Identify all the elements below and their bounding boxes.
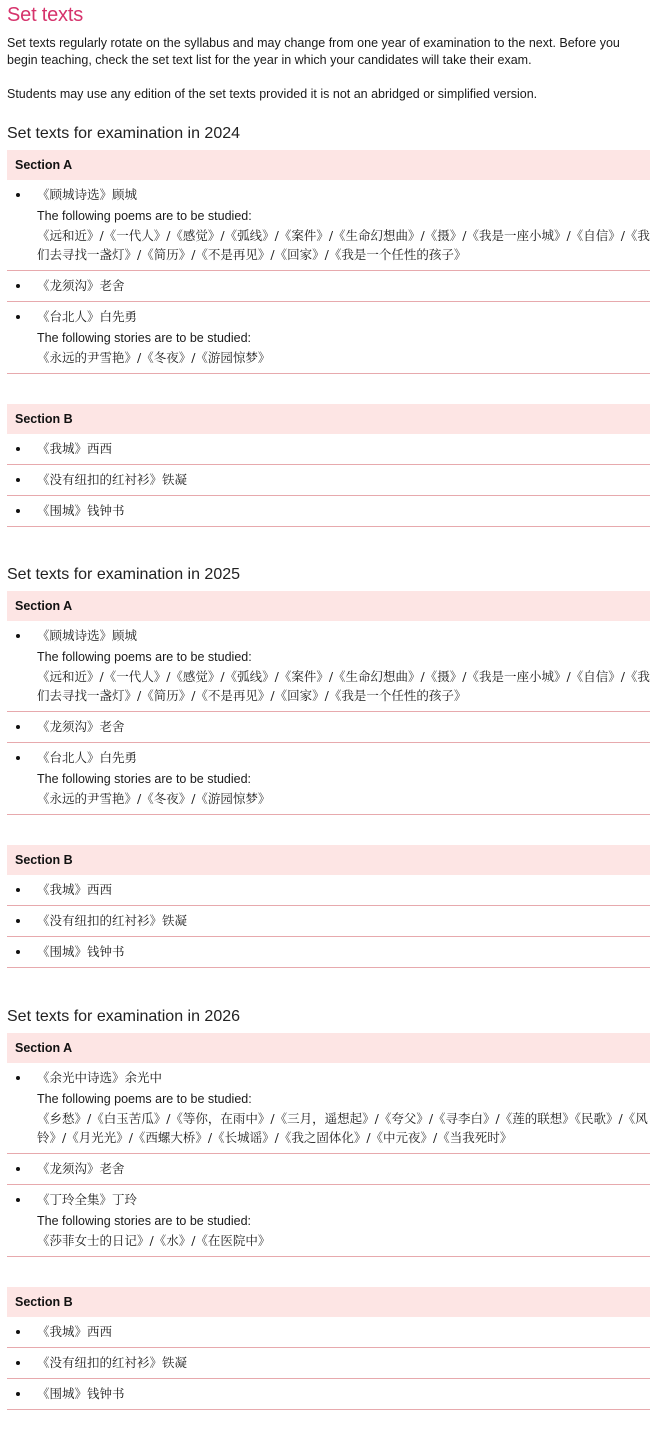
section-b xyxy=(7,404,650,527)
section-a-header: Section A xyxy=(7,591,650,621)
section-a xyxy=(7,150,650,374)
section-b xyxy=(7,845,650,968)
study-note: The following poems are to be studied: xyxy=(37,650,252,664)
list-item xyxy=(7,271,650,302)
section-a-header: Section A xyxy=(7,1033,650,1063)
list-item xyxy=(7,1063,650,1154)
section-a xyxy=(7,1033,650,1257)
set-text-title: 《我城》西西 xyxy=(37,1324,113,1339)
set-text-title: 《围城》钱钟书 xyxy=(37,1386,125,1401)
year-heading: Set texts for examination in 2024 xyxy=(7,125,241,142)
set-text-title: 《龙须沟》老舍 xyxy=(37,278,125,293)
section-b-header: Section B xyxy=(7,404,650,434)
section-b-header: Section B xyxy=(7,845,650,875)
set-text-title: 《台北人》白先勇 xyxy=(37,750,138,765)
set-text-title: 《围城》钱钟书 xyxy=(37,503,125,518)
study-note: The following poems are to be studied: xyxy=(37,1092,252,1106)
list-item xyxy=(7,1317,650,1348)
list-item xyxy=(7,712,650,743)
section-b xyxy=(7,1287,650,1410)
study-note: The following stories are to be studied: xyxy=(37,772,252,786)
list-item xyxy=(7,465,650,496)
intro-paragraph: Students may use any edition of the set texts provided it is not an abridged or simplified version. xyxy=(7,87,538,101)
set-text-title: 《顾城诗选》顾城 xyxy=(37,187,138,202)
set-text-title: 《没有纽扣的红衬衫》铁凝 xyxy=(37,1355,188,1370)
work-list: 《远和近》/《一代人》/《感觉》/《弧线》/《案件》/《生命幻想曲》/《摄》/《我是一座小城》/《自信》/《我们去寻找一盏灯》/《简历》/《不是再见》/《回家》/《我是一个任性的孩子》 xyxy=(37,228,650,262)
section-b-header: Section B xyxy=(7,1287,650,1317)
year-heading: Set texts for examination in 2026 xyxy=(7,1008,241,1025)
list-item xyxy=(7,875,650,906)
list-item xyxy=(7,621,650,712)
year-block-2025 xyxy=(7,565,650,998)
list-item xyxy=(7,180,650,271)
year-block-2026 xyxy=(7,1007,650,1440)
study-note: The following poems are to be studied: xyxy=(37,209,252,223)
list-item xyxy=(7,1154,650,1185)
year-heading: Set texts for examination in 2025 xyxy=(7,566,241,583)
intro-paragraph: Set texts regularly rotate on the syllabus and may change from one year of examination to the next. Before you begin teaching, check the set text list for the year in which your candidates will take their exam. xyxy=(7,36,620,67)
set-text-title: 《没有纽扣的红衬衫》铁凝 xyxy=(37,472,188,487)
list-item xyxy=(7,906,650,937)
intro xyxy=(7,35,650,103)
set-text-title: 《龙须沟》老舍 xyxy=(37,719,125,734)
set-text-title: 《丁玲全集》丁玲 xyxy=(37,1192,138,1207)
list-item xyxy=(7,937,650,968)
study-note: The following stories are to be studied: xyxy=(37,1214,252,1228)
set-text-title: 《我城》西西 xyxy=(37,882,113,897)
work-list: 《乡愁》/《白玉苦瓜》/《等你，在雨中》/《三月，遥想起》/《夸父》/《寻李白》/《莲的联想》《民歌》/《风铃》/《月光光》/《西螺大桥》/《长城谣》/《我之固体化》/《中元夜》/《当我死时》 xyxy=(37,1111,648,1145)
list-item xyxy=(7,743,650,815)
list-item xyxy=(7,1348,650,1379)
set-text-title: 《台北人》白先勇 xyxy=(37,309,138,324)
list-item xyxy=(7,496,650,527)
list-item xyxy=(7,434,650,465)
list-item xyxy=(7,1379,650,1410)
set-text-title: 《没有纽扣的红衬衫》铁凝 xyxy=(37,913,188,928)
work-list: 《永远的尹雪艳》/《冬夜》/《游园惊梦》 xyxy=(37,350,271,365)
set-text-title: 《我城》西西 xyxy=(37,441,113,456)
page-title: Set texts xyxy=(7,4,84,26)
set-text-title: 《顾城诗选》顾城 xyxy=(37,628,138,643)
list-item xyxy=(7,302,650,374)
set-text-title: 《围城》钱钟书 xyxy=(37,944,125,959)
work-list: 《永远的尹雪艳》/《冬夜》/《游园惊梦》 xyxy=(37,791,271,806)
list-item xyxy=(7,1185,650,1257)
study-note: The following stories are to be studied: xyxy=(37,331,252,345)
section-a-header: Section A xyxy=(7,150,650,180)
work-list: 《莎菲女士的日记》/《水》/《在医院中》 xyxy=(37,1233,271,1248)
set-text-title: 《龙须沟》老舍 xyxy=(37,1161,125,1176)
work-list: 《远和近》/《一代人》/《感觉》/《弧线》/《案件》/《生命幻想曲》/《摄》/《我是一座小城》/《自信》/《我们去寻找一盏灯》/《简历》/《不是再见》/《回家》/《我是一个任性的孩子》 xyxy=(37,669,650,703)
year-block-2024 xyxy=(7,124,650,557)
section-a xyxy=(7,591,650,815)
set-text-title: 《余光中诗选》余光中 xyxy=(37,1070,163,1085)
